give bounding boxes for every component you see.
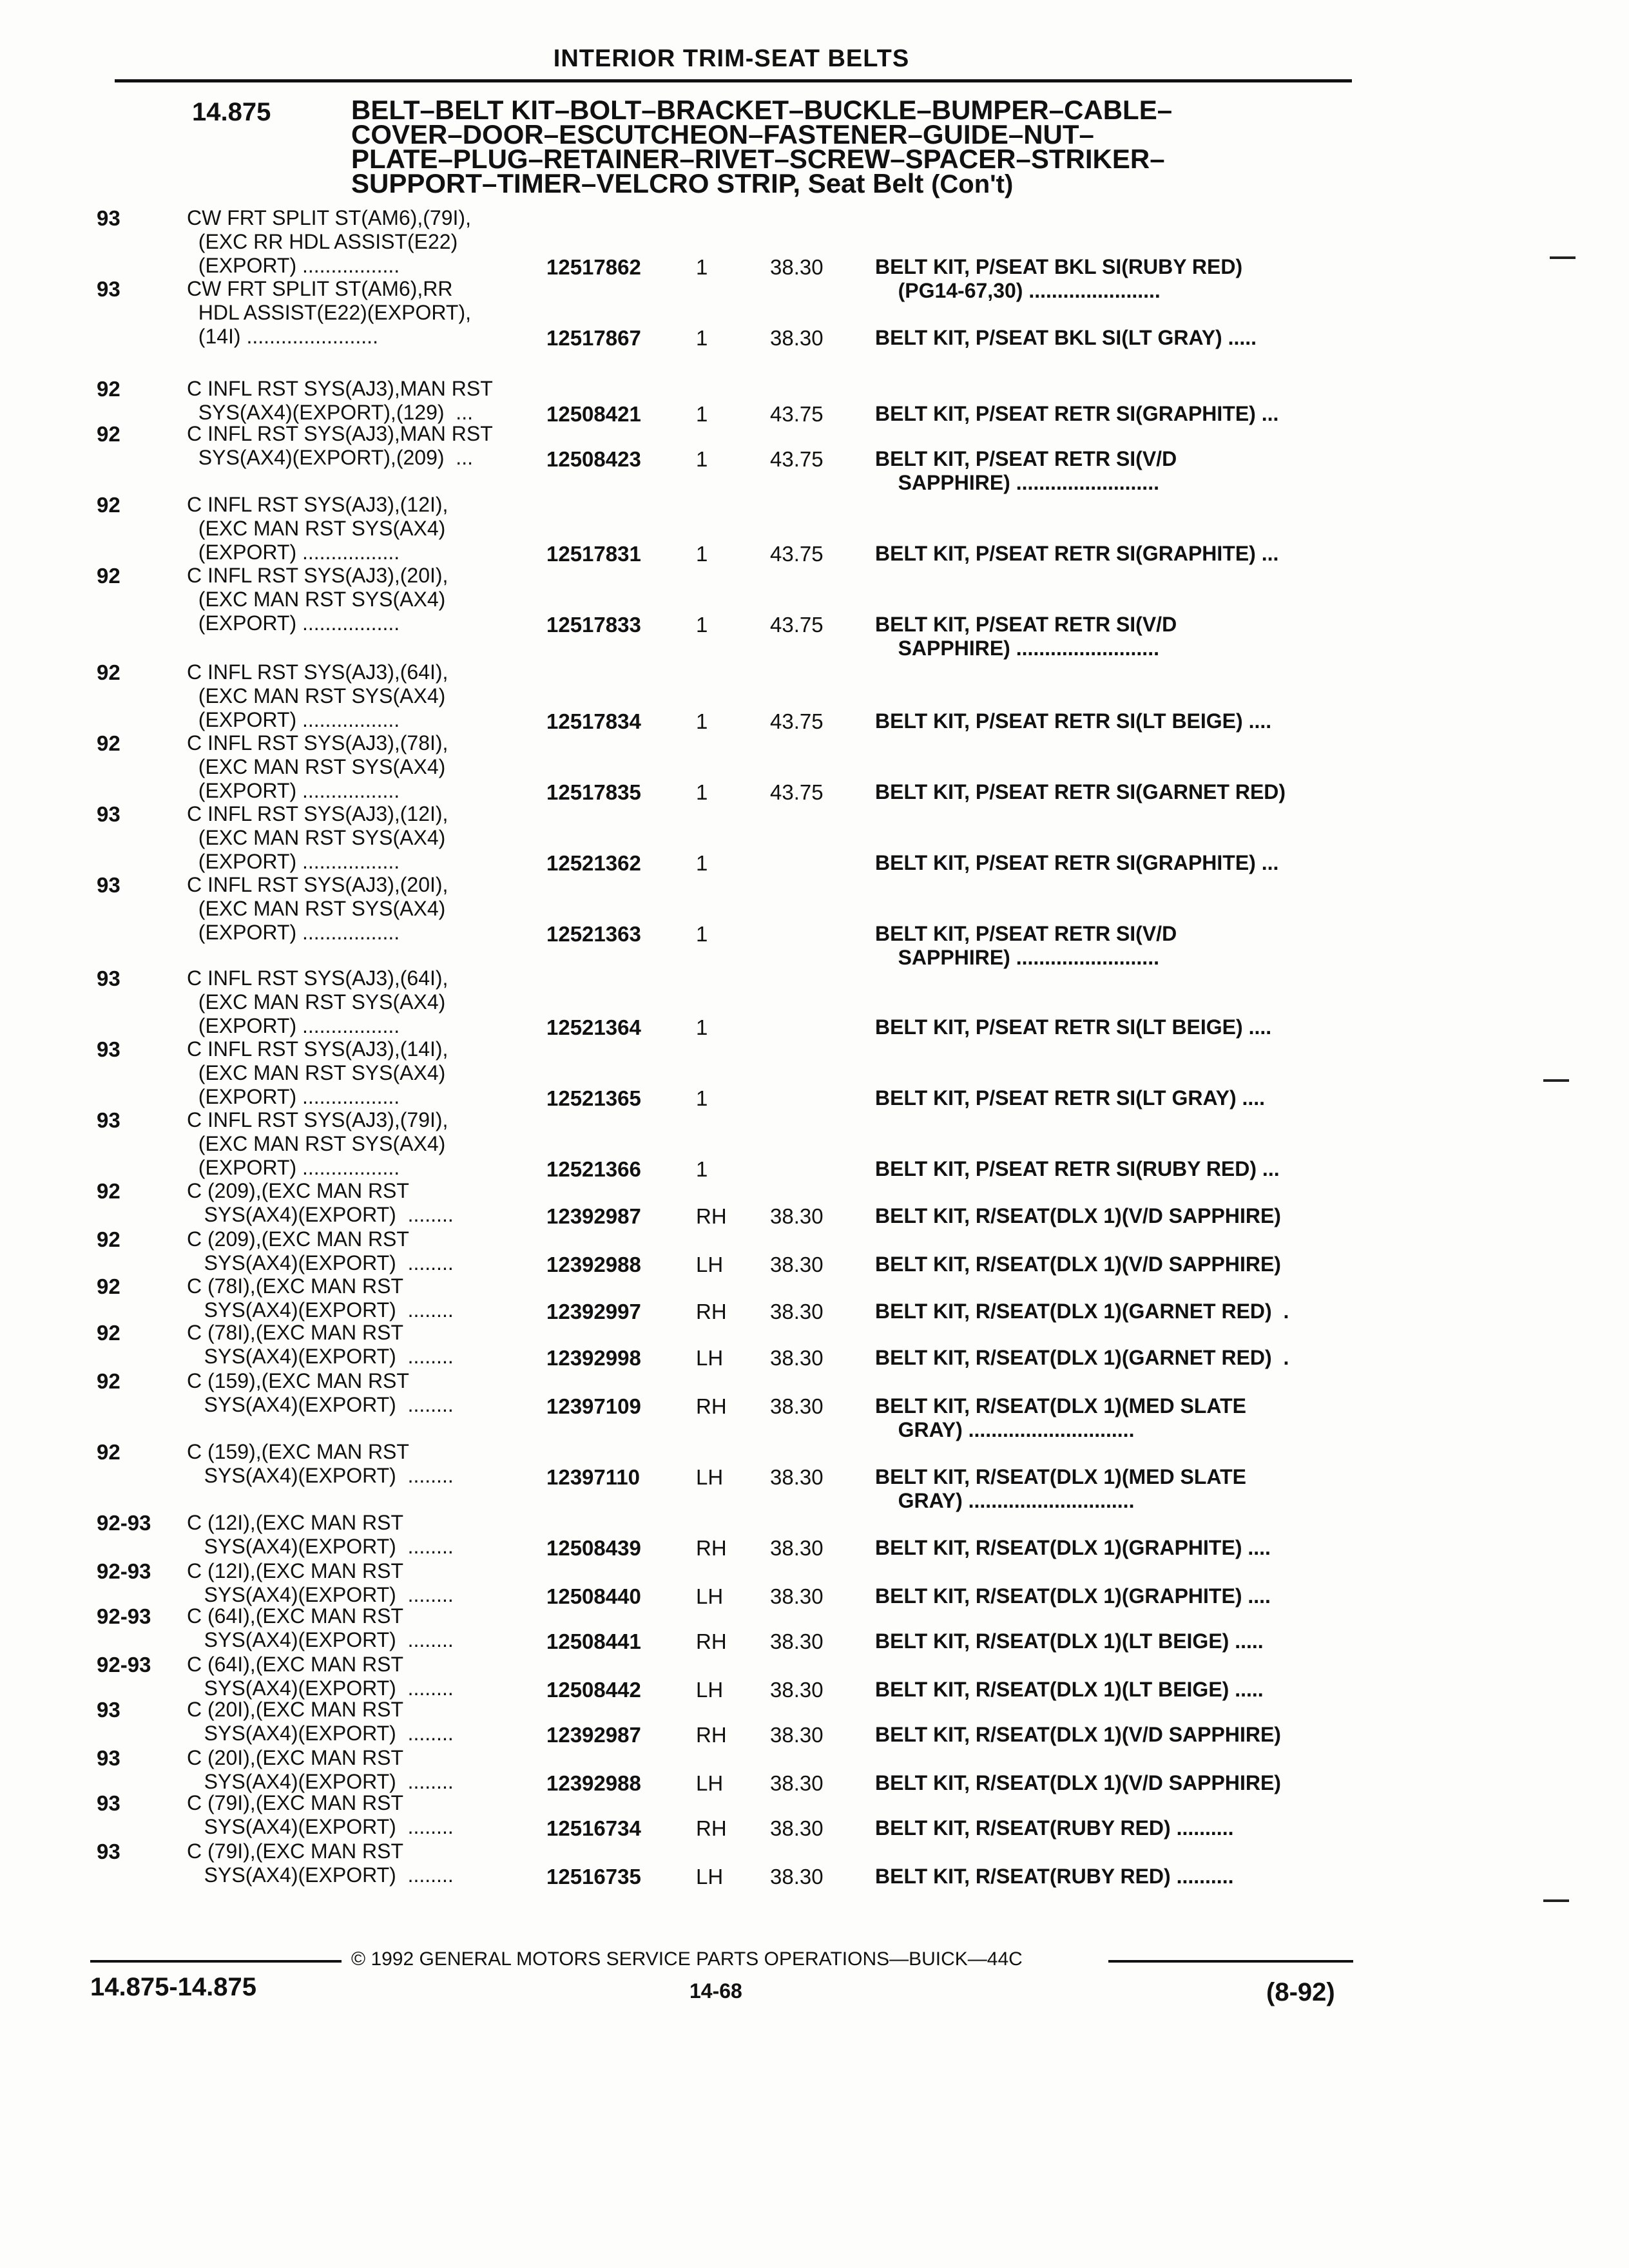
quantity: RH xyxy=(696,1816,727,1840)
quantity: 1 xyxy=(696,709,708,733)
part-name: BELT KIT, R/SEAT(RUBY RED) .......... xyxy=(875,1865,1234,1888)
usage-description: C INFL RST SYS(AJ3),(12I), (EXC MAN RST SYS(AX4) (EXPORT) ................. xyxy=(187,493,448,564)
quantity: 1 xyxy=(696,326,708,350)
quantity: LH xyxy=(696,1865,724,1888)
part-name: BELT KIT, P/SEAT RETR SI(V/D SAPPHIRE) ......................... xyxy=(875,922,1177,969)
quantity: RH xyxy=(696,1300,727,1323)
part-name: BELT KIT, P/SEAT RETR SI(LT GRAY) .... xyxy=(875,1086,1266,1110)
model-year: 92 xyxy=(97,422,120,446)
quantity: 1 xyxy=(696,255,708,279)
usage-description: C (209),(EXC MAN RST SYS(AX4)(EXPORT) ........ xyxy=(187,1179,454,1226)
part-number: 12517831 xyxy=(546,542,641,566)
part-number: 12516735 xyxy=(546,1865,641,1888)
price: 38.30 xyxy=(770,1584,824,1608)
usage-description: C INFL RST SYS(AJ3),(20I), (EXC MAN RST SYS(AX4) (EXPORT) ................. xyxy=(187,873,448,944)
usage-description: C INFL RST SYS(AJ3),(64I), (EXC MAN RST SYS(AX4) (EXPORT) ................. xyxy=(187,660,448,731)
model-year: 93 xyxy=(97,1840,120,1863)
margin-mark xyxy=(1543,1079,1569,1082)
price: 38.30 xyxy=(770,1723,824,1747)
part-number: 12521364 xyxy=(546,1015,641,1039)
part-number: 12508421 xyxy=(546,402,641,426)
usage-description: C (78I),(EXC MAN RST SYS(AX4)(EXPORT) ........ xyxy=(187,1321,454,1368)
model-year: 93 xyxy=(97,277,120,301)
price: 38.30 xyxy=(770,1300,824,1323)
usage-description: C (64I),(EXC MAN RST SYS(AX4)(EXPORT) ........ xyxy=(187,1604,454,1651)
usage-description: C INFL RST SYS(AJ3),(12I), (EXC MAN RST SYS(AX4) (EXPORT) ................. xyxy=(187,802,448,873)
part-name: BELT KIT, R/SEAT(DLX 1)(GRAPHITE) .... xyxy=(875,1536,1271,1559)
margin-mark xyxy=(1543,1899,1569,1902)
part-name: BELT KIT, R/SEAT(DLX 1)(MED SLATE GRAY) ............................. xyxy=(875,1394,1246,1441)
footer-section-range: 14.875-14.875 xyxy=(90,1973,257,2001)
price: 38.30 xyxy=(770,1253,824,1276)
part-number: 12521365 xyxy=(546,1086,641,1110)
quantity: LH xyxy=(696,1678,724,1702)
part-number: 12392988 xyxy=(546,1253,641,1276)
part-name: BELT KIT, P/SEAT RETR SI(GRAPHITE) ... xyxy=(875,851,1279,874)
part-name: BELT KIT, R/SEAT(DLX 1)(V/D SAPPHIRE) xyxy=(875,1771,1281,1794)
part-number: 12521363 xyxy=(546,922,641,946)
part-name: BELT KIT, R/SEAT(DLX 1)(V/D SAPPHIRE) xyxy=(875,1204,1281,1227)
part-name: BELT KIT, P/SEAT RETR SI(V/D SAPPHIRE) ......................... xyxy=(875,447,1177,494)
usage-description: C INFL RST SYS(AJ3),MAN RST SYS(AX4)(EXPORT),(209) ... xyxy=(187,422,493,469)
model-year: 92 xyxy=(97,1440,120,1464)
part-number: 12392998 xyxy=(546,1346,641,1370)
quantity: 1 xyxy=(696,1086,708,1110)
usage-description: C (79I),(EXC MAN RST SYS(AX4)(EXPORT) ........ xyxy=(187,1791,454,1838)
part-number: 12517833 xyxy=(546,613,641,637)
model-year: 92 xyxy=(97,1179,120,1203)
model-year: 92 xyxy=(97,564,120,588)
part-number: 12508441 xyxy=(546,1629,641,1653)
quantity: LH xyxy=(696,1584,724,1608)
part-name: BELT KIT, P/SEAT RETR SI(GRAPHITE) ... xyxy=(875,542,1279,565)
part-name: BELT KIT, P/SEAT BKL SI(LT GRAY) ..... xyxy=(875,326,1257,349)
price: 43.75 xyxy=(770,709,824,733)
part-name: BELT KIT, P/SEAT RETR SI(LT BEIGE) .... xyxy=(875,709,1272,733)
part-name: BELT KIT, R/SEAT(DLX 1)(V/D SAPPHIRE) xyxy=(875,1253,1281,1276)
price: 43.75 xyxy=(770,780,824,804)
quantity: 1 xyxy=(696,851,708,875)
part-name: BELT KIT, R/SEAT(DLX 1)(LT BEIGE) ..... xyxy=(875,1629,1264,1653)
footer-page-number: 14-68 xyxy=(689,1979,742,2003)
footer-rule-right xyxy=(1108,1960,1353,1963)
model-year: 93 xyxy=(97,206,120,230)
quantity: LH xyxy=(696,1253,724,1276)
model-year: 92-93 xyxy=(97,1559,151,1583)
price: 38.30 xyxy=(770,1816,824,1840)
usage-description: C INFL RST SYS(AJ3),(64I), (EXC MAN RST SYS(AX4) (EXPORT) ................. xyxy=(187,966,448,1037)
price: 38.30 xyxy=(770,1771,824,1795)
model-year: 93 xyxy=(97,873,120,897)
part-name: BELT KIT, P/SEAT BKL SI(RUBY RED) (PG14-67,30) ....................... xyxy=(875,255,1243,302)
footer-copyright: © 1992 GENERAL MOTORS SERVICE PARTS OPERATIONS—BUICK—44C xyxy=(351,1948,1023,1970)
model-year: 92-93 xyxy=(97,1653,151,1677)
usage-description: C (159),(EXC MAN RST SYS(AX4)(EXPORT) ........ xyxy=(187,1440,454,1487)
model-year: 92-93 xyxy=(97,1511,151,1535)
usage-description: C (20I),(EXC MAN RST SYS(AX4)(EXPORT) ........ xyxy=(187,1698,454,1745)
price: 38.30 xyxy=(770,1394,824,1418)
margin-mark xyxy=(1550,256,1576,259)
quantity: 1 xyxy=(696,1157,708,1181)
usage-description: C (12I),(EXC MAN RST SYS(AX4)(EXPORT) ........ xyxy=(187,1559,454,1606)
quantity: 1 xyxy=(696,780,708,804)
part-number: 12508440 xyxy=(546,1584,641,1608)
price: 38.30 xyxy=(770,1678,824,1702)
usage-description: CW FRT SPLIT ST(AM6),RR HDL ASSIST(E22)(EXPORT), (14I) ....................... xyxy=(187,277,471,348)
model-year: 93 xyxy=(97,1791,120,1815)
price: 43.75 xyxy=(770,447,824,471)
part-name: BELT KIT, R/SEAT(DLX 1)(GRAPHITE) .... xyxy=(875,1584,1271,1608)
usage-description: C (64I),(EXC MAN RST SYS(AX4)(EXPORT) ........ xyxy=(187,1653,454,1700)
quantity: LH xyxy=(696,1346,724,1370)
usage-description: C INFL RST SYS(AJ3),(79I), (EXC MAN RST SYS(AX4) (EXPORT) ................. xyxy=(187,1108,448,1179)
usage-description: C (209),(EXC MAN RST SYS(AX4)(EXPORT) ........ xyxy=(187,1227,454,1274)
part-name: BELT KIT, P/SEAT RETR SI(V/D SAPPHIRE) ......................... xyxy=(875,613,1177,660)
model-year: 92 xyxy=(97,493,120,517)
part-number: 12392988 xyxy=(546,1771,641,1795)
model-year: 92 xyxy=(97,731,120,755)
usage-description: C (12I),(EXC MAN RST SYS(AX4)(EXPORT) ........ xyxy=(187,1511,454,1558)
quantity: 1 xyxy=(696,402,708,426)
part-number: 12392997 xyxy=(546,1300,641,1323)
usage-description: C INFL RST SYS(AJ3),MAN RST SYS(AX4)(EXPORT),(129) ... xyxy=(187,377,493,424)
part-name: BELT KIT, R/SEAT(DLX 1)(MED SLATE GRAY) ............................. xyxy=(875,1465,1246,1512)
price: 43.75 xyxy=(770,402,824,426)
quantity: 1 xyxy=(696,1015,708,1039)
price: 38.30 xyxy=(770,1536,824,1560)
model-year: 92 xyxy=(97,1274,120,1298)
part-number: 12517835 xyxy=(546,780,641,804)
usage-description: C INFL RST SYS(AJ3),(20I), (EXC MAN RST SYS(AX4) (EXPORT) ................. xyxy=(187,564,448,635)
model-year: 93 xyxy=(97,1108,120,1132)
footer-date: (8-92) xyxy=(1266,1978,1335,2006)
part-name: BELT KIT, P/SEAT RETR SI(LT BEIGE) .... xyxy=(875,1015,1272,1039)
part-name: BELT KIT, R/SEAT(RUBY RED) .......... xyxy=(875,1816,1234,1840)
part-number: 12517834 xyxy=(546,709,641,733)
price: 38.30 xyxy=(770,1629,824,1653)
part-name: BELT KIT, R/SEAT(DLX 1)(GARNET RED) . xyxy=(875,1300,1289,1323)
part-number: 12517867 xyxy=(546,326,641,350)
price: 43.75 xyxy=(770,542,824,566)
model-year: 92 xyxy=(97,377,120,401)
quantity: LH xyxy=(696,1465,724,1489)
quantity: RH xyxy=(696,1629,727,1653)
section-title-text: BELT–BELT KIT–BOLT–BRACKET–BUCKLE–BUMPER–CABLE– COVER–DOOR–ESCUTCHEON–FASTENER–GUIDE–NUT– PLATE–PLUG–RETAINER–RIVET–SCREW–SPACER–STRIKER– SUPPORT–TIMER–VELCRO STRIP, Seat Belt xyxy=(351,95,1173,198)
model-year: 92 xyxy=(97,1369,120,1393)
quantity: 1 xyxy=(696,542,708,566)
part-number: 12508439 xyxy=(546,1536,641,1560)
part-number: 12397110 xyxy=(546,1465,641,1489)
model-year: 92 xyxy=(97,660,120,684)
footer-rule-left xyxy=(90,1960,342,1963)
quantity: LH xyxy=(696,1771,724,1795)
usage-description: C INFL RST SYS(AJ3),(14I), (EXC MAN RST SYS(AX4) (EXPORT) ................. xyxy=(187,1037,448,1108)
part-name: BELT KIT, R/SEAT(DLX 1)(GARNET RED) . xyxy=(875,1346,1289,1369)
usage-description: C INFL RST SYS(AJ3),(78I), (EXC MAN RST SYS(AX4) (EXPORT) ................. xyxy=(187,731,448,802)
part-name: BELT KIT, P/SEAT RETR SI(RUBY RED) ... xyxy=(875,1157,1280,1180)
model-year: 92 xyxy=(97,1227,120,1251)
usage-description: CW FRT SPLIT ST(AM6),(79I), (EXC RR HDL ASSIST(E22) (EXPORT) ................. xyxy=(187,206,471,277)
price: 43.75 xyxy=(770,613,824,637)
price: 38.30 xyxy=(770,326,824,350)
model-year: 93 xyxy=(97,1037,120,1061)
section-number: 14.875 xyxy=(192,98,271,126)
price: 38.30 xyxy=(770,1346,824,1370)
part-number: 12521366 xyxy=(546,1157,641,1181)
quantity: 1 xyxy=(696,447,708,471)
quantity: RH xyxy=(696,1723,727,1747)
part-number: 12508442 xyxy=(546,1678,641,1702)
model-year: 92-93 xyxy=(97,1604,151,1628)
model-year: 93 xyxy=(97,802,120,826)
part-number: 12397109 xyxy=(546,1394,641,1418)
part-number: 12521362 xyxy=(546,851,641,875)
model-year: 93 xyxy=(97,1746,120,1770)
quantity: RH xyxy=(696,1536,727,1560)
quantity: 1 xyxy=(696,922,708,946)
price: 38.30 xyxy=(770,1865,824,1888)
usage-description: C (159),(EXC MAN RST SYS(AX4)(EXPORT) ........ xyxy=(187,1369,454,1416)
part-name: BELT KIT, R/SEAT(DLX 1)(V/D SAPPHIRE) xyxy=(875,1723,1281,1746)
quantity: 1 xyxy=(696,613,708,637)
section-continued: (Con't) xyxy=(931,170,1014,198)
price: 38.30 xyxy=(770,1204,824,1228)
quantity: RH xyxy=(696,1394,727,1418)
price: 38.30 xyxy=(770,1465,824,1489)
part-number: 12517862 xyxy=(546,255,641,279)
usage-description: C (20I),(EXC MAN RST SYS(AX4)(EXPORT) ........ xyxy=(187,1746,454,1793)
price: 38.30 xyxy=(770,255,824,279)
part-number: 12392987 xyxy=(546,1204,641,1228)
part-name: BELT KIT, P/SEAT RETR SI(GRAPHITE) ... xyxy=(875,402,1279,425)
usage-description: C (78I),(EXC MAN RST SYS(AX4)(EXPORT) ........ xyxy=(187,1274,454,1321)
page-header-title: INTERIOR TRIM-SEAT BELTS xyxy=(553,45,910,72)
model-year: 93 xyxy=(97,1698,120,1722)
model-year: 92 xyxy=(97,1321,120,1345)
model-year: 93 xyxy=(97,966,120,990)
usage-description: C (79I),(EXC MAN RST SYS(AX4)(EXPORT) ........ xyxy=(187,1840,454,1887)
part-number: 12516734 xyxy=(546,1816,641,1840)
part-name: BELT KIT, R/SEAT(DLX 1)(LT BEIGE) ..... xyxy=(875,1678,1264,1701)
part-name: BELT KIT, P/SEAT RETR SI(GARNET RED) xyxy=(875,780,1286,803)
part-number: 12508423 xyxy=(546,447,641,471)
quantity: RH xyxy=(696,1204,727,1228)
part-number: 12392987 xyxy=(546,1723,641,1747)
